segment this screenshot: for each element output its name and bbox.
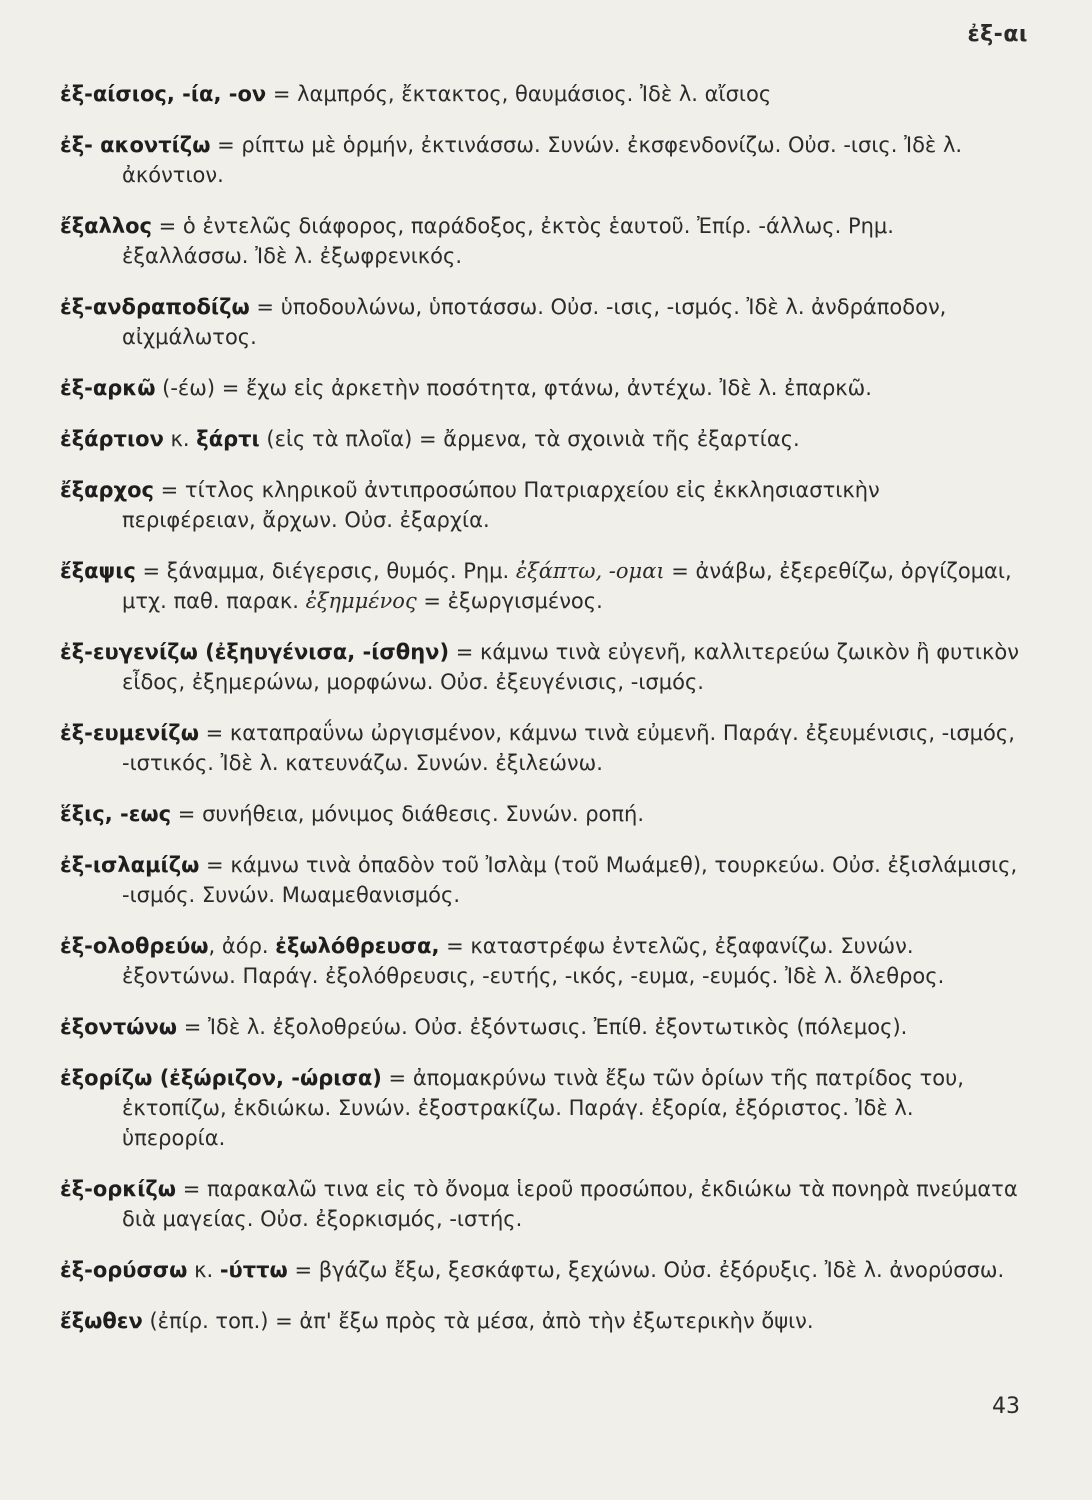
- entry-connector: κ.: [163, 427, 197, 451]
- definition-text: = κάμνω τινὰ ὀπαδὸν τοῦ Ἰσλὰμ (τοῦ Μωάμεθ), τουρκεύω. Οὐσ. ἐξισλάμισις, -ισμός. Συνών. Μωαμεθανισμός.: [122, 853, 1018, 907]
- headword: ἐξορίζω (ἐξώριζον, -ώρισα): [60, 1066, 382, 1090]
- dictionary-entry: [60, 1306, 1020, 1336]
- headword: ἔξαψις: [60, 559, 136, 583]
- dictionary-entry: [60, 1174, 1020, 1234]
- headword: ἐξ-αρκῶ: [60, 376, 156, 400]
- headword: ἐξ-ολοθρεύω: [60, 934, 209, 958]
- dictionary-entry: [60, 475, 1020, 535]
- headword: ἐξ-ισλαμίζω: [60, 853, 200, 877]
- definition-text: = τίτλος κληρικοῦ ἀντιπροσώπου Πατριαρχείου εἰς ἐκκλησιαστικὴν περιφέρειαν, ἄρχων. Οὐσ. ἐξαρχία.: [122, 478, 880, 532]
- italic-form: ἐξάπτω, -ομαι: [515, 559, 665, 583]
- headword: ἔξωθεν: [60, 1309, 143, 1333]
- dictionary-entry: [60, 637, 1020, 697]
- dictionary-entry: [60, 292, 1020, 352]
- headword: ἐξάρτιον: [60, 427, 164, 451]
- dictionary-entry: [60, 424, 1020, 454]
- definition-text: = ἀπομακρύνω τινὰ ἔξω τῶν ὁρίων τῆς πατρίδος του, ἐκτοπίζω, ἐκδιώκω. Συνών. ἐξοστρακίζω. Παράγ. ἐξορία, ἐξόριστος. Ἰδὲ λ. ὑπερορία.: [122, 1066, 964, 1150]
- entry-connector: , ἀόρ.: [208, 934, 276, 958]
- italic-form: ἐξημμένος: [305, 589, 417, 613]
- dictionary-entry: [60, 556, 1020, 616]
- dictionary-entry: [60, 211, 1020, 271]
- dictionary-entry: [60, 79, 1020, 109]
- dictionary-entry: [60, 1012, 1020, 1042]
- dictionary-entry: [60, 1063, 1020, 1153]
- definition-text: = ρίπτω μὲ ὁρμήν, ἐκτινάσσω. Συνών. ἐκσφενδονίζω. Οὐσ. -ισις. Ἰδὲ λ. ἀκόντιον.: [122, 133, 963, 187]
- dictionary-entry: [60, 799, 1020, 829]
- entry-connector: κ.: [187, 1258, 220, 1282]
- definition-text: (εἰς τὰ πλοῖα) = ἄρμενα, τὰ σχοινιὰ τῆς ἐξαρτίας.: [259, 427, 800, 451]
- headword: ἐξ-ευγενίζω (ἐξηυγένισα, -ίσθην): [60, 640, 450, 664]
- definition-text: = Ἰδὲ λ. ἐξολοθρεύω. Οὐσ. ἐξόντωσις. Ἐπίθ. ἐξοντωτικὸς (πόλεμος).: [177, 1015, 908, 1039]
- definition-text: = καταπραΰνω ὠργισμένον, κάμνω τινὰ εὐμενῆ. Παράγ. ἐξευμένισις, -ισμός, -ιστικός. Ἰδὲ λ. κατευνάζω. Συνών. ἐξιλεώνω.: [122, 721, 1015, 775]
- definition-text: = ἐξωργισμένος.: [416, 589, 603, 613]
- definition-text: = λαμπρός, ἔκτακτος, θαυμάσιος. Ἰδὲ λ. αἴσιος: [266, 82, 772, 106]
- headword: ἐξ-ορκίζω: [60, 1177, 177, 1201]
- dictionary-entry: [60, 931, 1020, 991]
- headword: ἔξαλλος: [60, 214, 152, 238]
- definition-text: = ὁ ἐντελῶς διάφορος, παράδοξος, ἐκτὸς ἑαυτοῦ. Ἐπίρ. -άλλως. Ρημ. ἐξαλλάσσω. Ἰδὲ λ. ἐξωφρενικός.: [122, 214, 894, 268]
- dictionary-entry: [60, 130, 1020, 190]
- definition-text: = βγάζω ἔξω, ξεσκάφτω, ξεχώνω. Οὐσ. ἐξόρυξις. Ἰδὲ λ. ἀνορύσσω.: [287, 1258, 1005, 1282]
- definition-text: = κάμνω τινὰ εὐγενῆ, καλλιτερεύω ζωικὸν ἢ φυτικὸν εἶδος, ἐξημερώνω, μορφώνω. Οὐσ. ἐξευγένισις, -ισμός.: [122, 640, 1019, 694]
- headword: ἐξ-ανδραποδίζω: [60, 295, 250, 319]
- definition-text: (-έω) = ἔχω εἰς ἀρκετὴν ποσότητα, φτάνω, ἀντέχω. Ἰδὲ λ. ἐπαρκῶ.: [155, 376, 872, 400]
- dictionary-entry: [60, 850, 1020, 910]
- definition-text: = ἀνάβω, ἐξερεθίζω, ὀργίζομαι, μτχ. παθ. παρακ.: [122, 559, 1012, 613]
- headword-variant: -ύττω: [219, 1258, 288, 1282]
- definition-text: = παρακαλῶ τινα εἰς τὸ ὄνομα ἱεροῦ προσώπου, ἐκδιώκω τὰ πονηρὰ πνεύματα διὰ μαγείας. Οὐσ. ἐξορκισμός, -ιστής.: [122, 1177, 1018, 1231]
- definition-text: (ἐπίρ. τοπ.) = ἀπ' ἔξω πρὸς τὰ μέσα, ἀπὸ τὴν ἐξωτερικὴν ὄψιν.: [142, 1309, 814, 1333]
- headword-variant: ἐξωλόθρευσα,: [275, 934, 440, 958]
- definition-text: = καταστρέφω ἐντελῶς, ἐξαφανίζω. Συνών. ἐξοντώνω. Παράγ. ἐξολόθρευσις, -ευτής, -ικός, -ευμα, -ευμός. Ἰδὲ λ. ὄλεθρος.: [122, 934, 945, 988]
- headword: ἐξ-αίσιος, -ία, -ον: [60, 82, 267, 106]
- dictionary-entry: [60, 1255, 1020, 1285]
- headword: ἐξοντώνω: [60, 1015, 178, 1039]
- headword: ἐξ-ευμενίζω: [60, 721, 199, 745]
- headword-variant: ξάρτι: [196, 427, 260, 451]
- running-head: ἐξ-αι: [967, 22, 1028, 47]
- headword: ἕξις, -εως: [60, 802, 172, 826]
- page-number: 43: [992, 1394, 1020, 1419]
- headword: ἐξ- ακοντίζω: [60, 133, 211, 157]
- dictionary-page: [60, 22, 1040, 1462]
- dictionary-entry: [60, 373, 1020, 403]
- dictionary-entry: [60, 718, 1020, 778]
- definition-text: = ὑποδουλώνω, ὑποτάσσω. Οὐσ. -ισις, -ισμός. Ἰδὲ λ. ἀνδράποδον, αἰχμάλωτος.: [122, 295, 947, 349]
- definition-text: = ξάναμμα, διέγερσις, θυμός. Ρημ.: [135, 559, 516, 583]
- entry-list: [60, 58, 1020, 1347]
- headword: ἔξαρχος: [60, 478, 154, 502]
- definition-text: = συνήθεια, μόνιμος διάθεσις. Συνών. ροπή.: [171, 802, 645, 826]
- headword: ἐξ-ορύσσω: [60, 1258, 188, 1282]
